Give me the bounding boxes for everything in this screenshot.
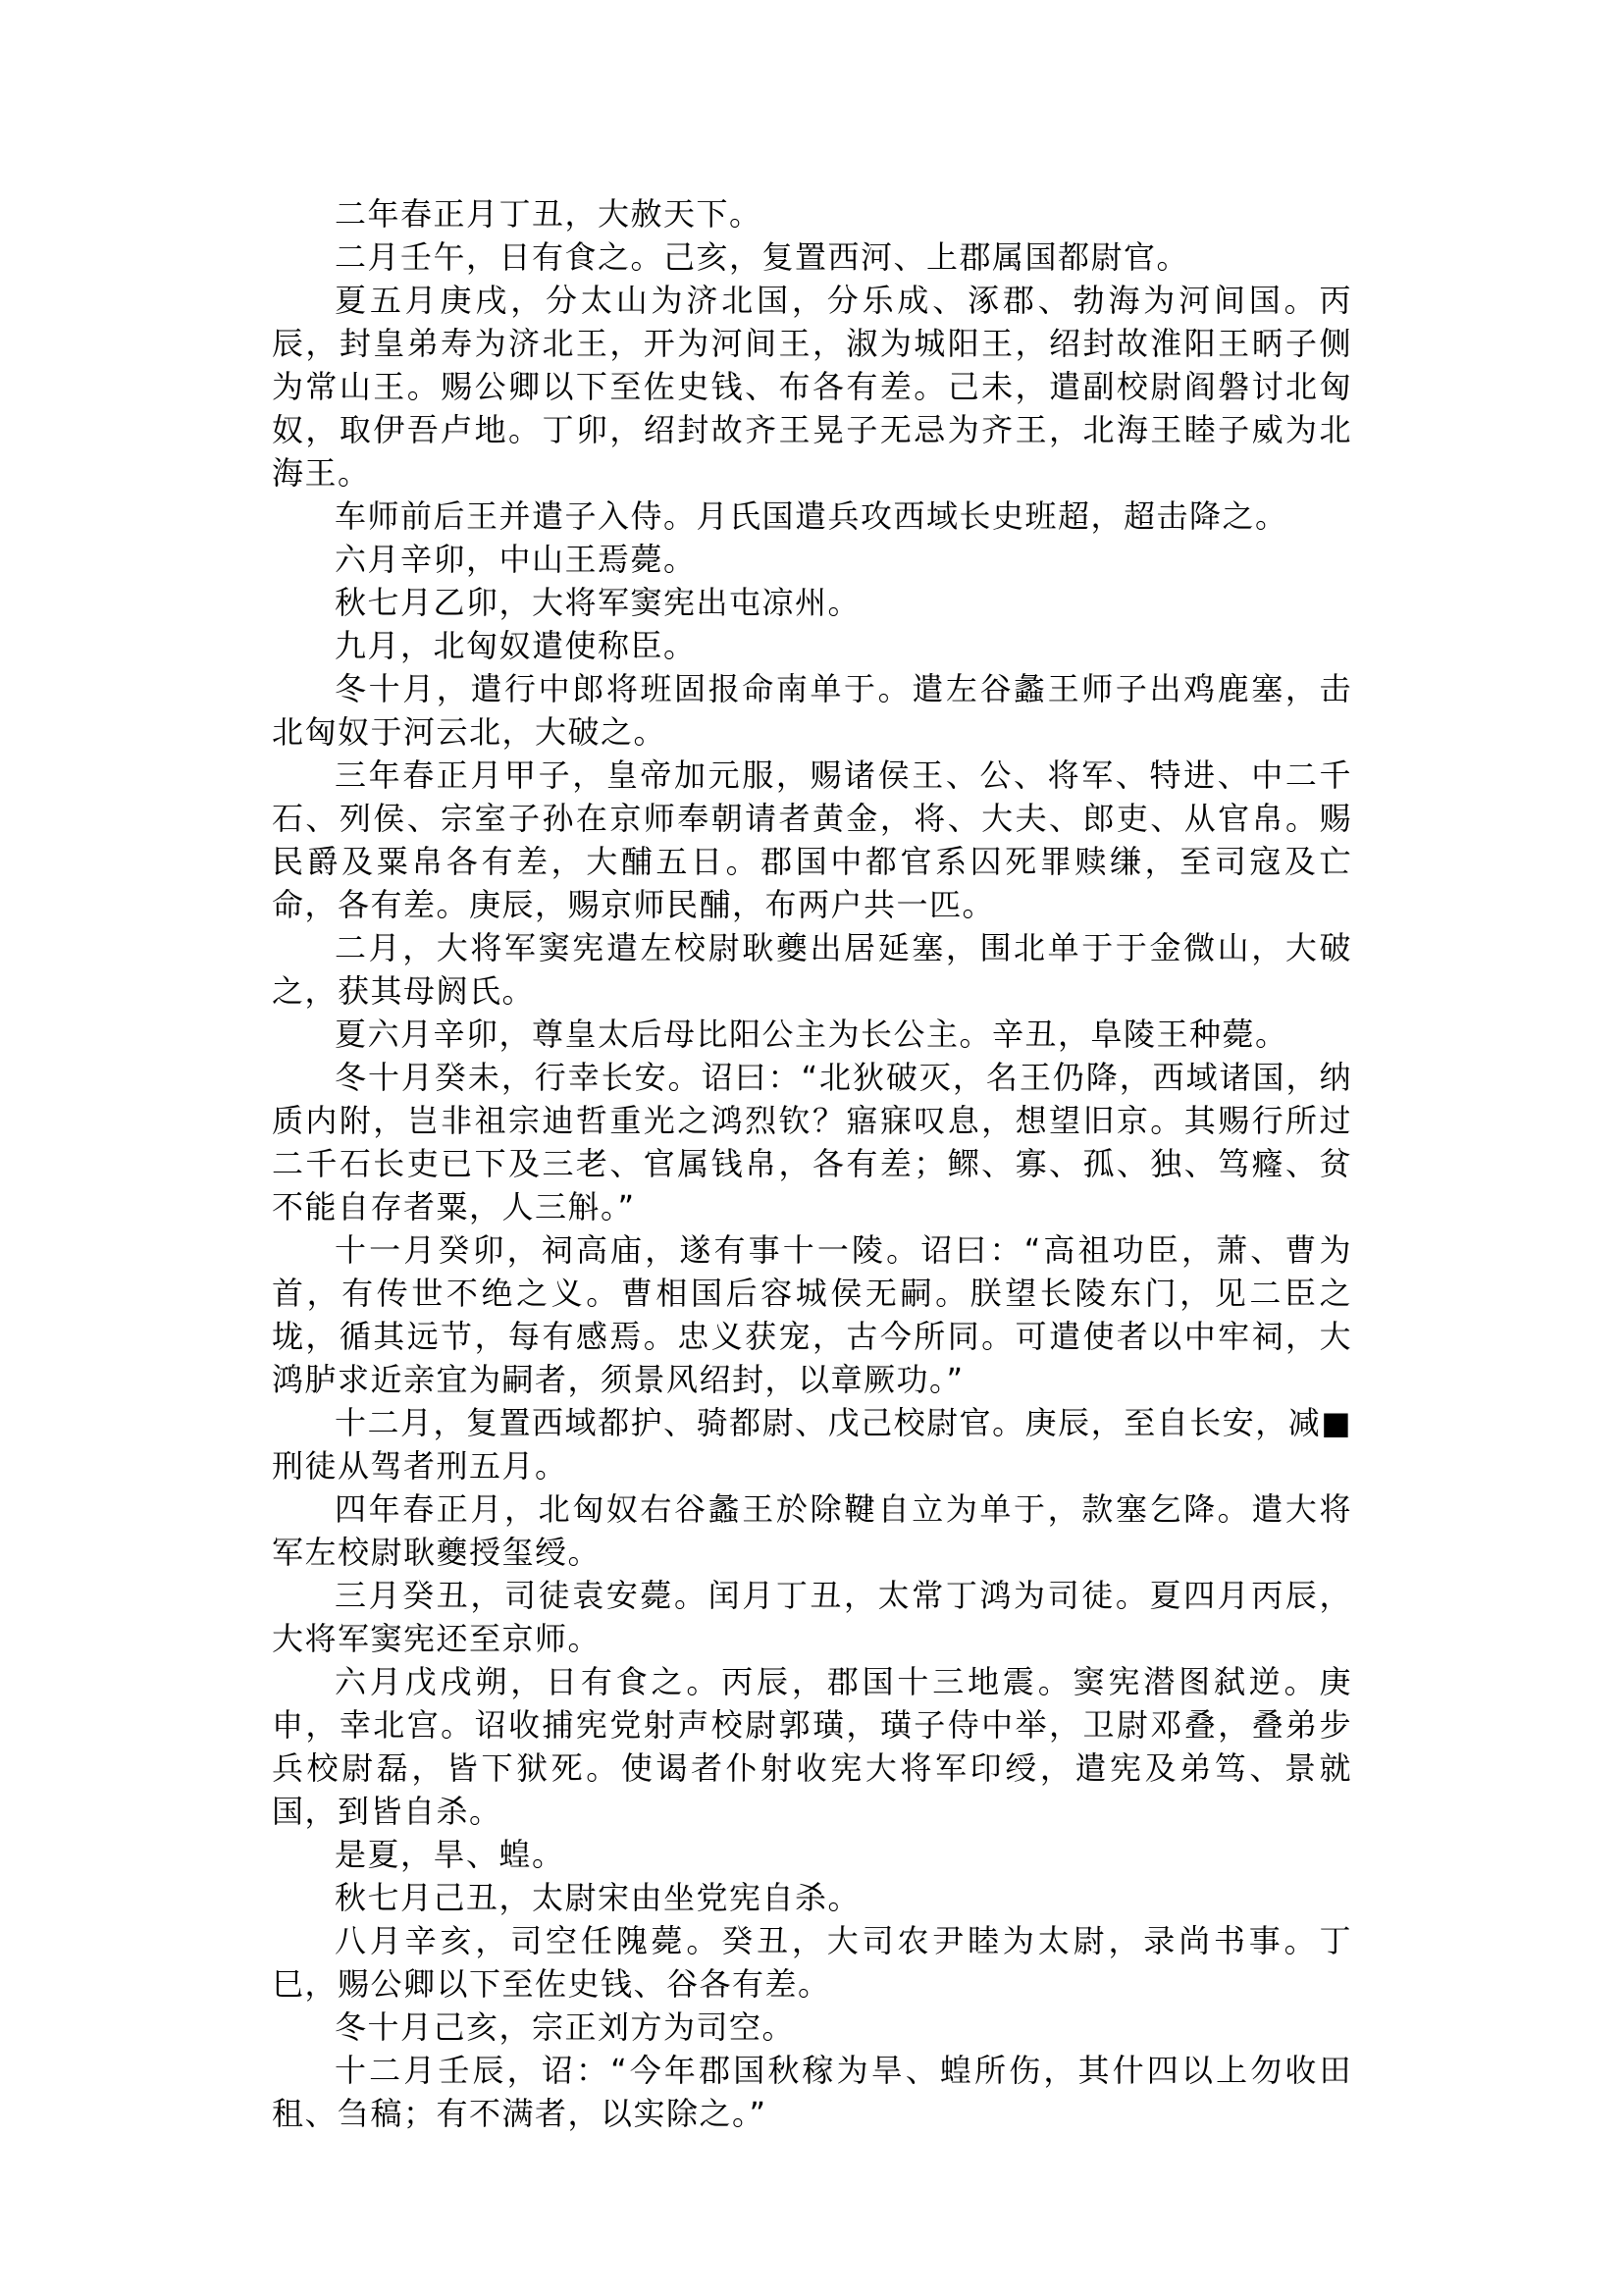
paragraph: 冬十月癸未，行幸长安。诏曰：“北狄破灭，名王仍降，西域诸国，纳质内附，岂非祖宗迪哲重光之鸿烈钦？寤寐叹息，想望旧京。其赐行所过二千石长吏已下及三老、官属钱帛，各有差；鳏、寡、孤、独、笃癃、贫不能自存者粟，人三斛。” <box>272 1059 1352 1225</box>
paragraph: 夏六月辛卯，尊皇太后母比阳公主为长公主。辛丑，阜陵王种薨。 <box>335 1016 1288 1053</box>
paragraph: 秋七月己丑，太尉宋由坐党宪自杀。 <box>335 1879 862 1916</box>
paragraph: 夏五月庚戌，分太山为济北国，分乐成、涿郡、勃海为河间国。丙辰，封皇弟寿为济北王，开为河间王，淑为城阳王，绍封故淮阳王昞子侧为常山王。赐公卿以下至佐史钱、布各有差。己未，遣副校尉阎磐讨北匈奴，取伊吾卢地。丁卯，绍封故齐王晃子无忌为齐王，北海王睦子威为北海王。 <box>272 282 1352 492</box>
paragraph: 九月，北匈奴遣使称臣。 <box>335 627 697 664</box>
text-block <box>272 192 1352 2135</box>
paragraph: 八月辛亥，司空任隗薨。癸丑，大司农尹睦为太尉，录尚书事。丁巳，赐公卿以下至佐史钱、谷各有差。 <box>272 1922 1352 2003</box>
paragraph: 六月戊戌朔，日有食之。丙辰，郡国十三地震。窦宪潜图弑逆。庚申，幸北宫。诏收捕宪党射声校尉郭璜，璜子侍中举，卫尉邓叠，叠弟步兵校尉磊，皆下狱死。使谒者仆射收宪大将军印绶，遣宪及弟笃、景就国，到皆自杀。 <box>272 1663 1352 1830</box>
paragraph: 二月壬午，日有食之。己亥，复置西河、上郡属国都尉官。 <box>335 238 1190 276</box>
paragraph: 十二月壬辰，诏：“今年郡国秋稼为旱、蝗所伤，其什四以上勿收田租、刍稿；有不满者，以实除之。” <box>272 2052 1352 2132</box>
paragraph: 二年春正月丁丑，大赦天下。 <box>335 195 762 233</box>
paragraph: 六月辛卯，中山王焉薨。 <box>335 541 697 578</box>
paragraph: 二月，大将军窦宪遣左校尉耿夔出居延塞，围北单于于金微山，大破之，获其母阏氏。 <box>272 929 1352 1010</box>
paragraph: 车师前后王并遣子入侍。月氏国遣兵攻西域长史班超，超击降之。 <box>335 497 1288 535</box>
paragraph: 三月癸丑，司徒袁安薨。闰月丁丑，太常丁鸿为司徒。夏四月丙辰，大将军窦宪还至京师。 <box>272 1577 1352 1657</box>
paragraph: 十一月癸卯，祠高庙，遂有事十一陵。诏曰：“高祖功臣，萧、曹为首，有传世不绝之义。曹相国后容城侯无嗣。朕望长陵东门，见二臣之垅，循其远节，每有感焉。忠义获宠，古今所同。可遣使者以中牢祠，大鸿胪求近亲宜为嗣者，须景风绍封，以章厥功。” <box>272 1231 1352 1398</box>
paragraph: 冬十月己亥，宗正刘方为司空。 <box>335 2008 796 2046</box>
paragraph: 秋七月乙卯，大将军窦宪出屯凉州。 <box>335 584 862 621</box>
paragraph: 十二月，复置西域都护、骑都尉、戊己校尉官。庚辰，至自长安，减■刑徒从驾者刑五月。 <box>272 1404 1352 1485</box>
paragraph: 三年春正月甲子，皇帝加元服，赐诸侯王、公、将军、特进、中二千石、列侯、宗室子孙在京师奉朝请者黄金，将、大夫、郎吏、从官帛。赐民爵及粟帛各有差，大酺五日。郡国中都官系囚死罪赎缣，至司寇及亡命，各有差。庚辰，赐京师民酺，布两户共一匹。 <box>272 756 1352 923</box>
paragraph: 冬十月，遣行中郎将班固报命南单于。遣左谷蠡王师子出鸡鹿塞，击北匈奴于河云北，大破之。 <box>272 670 1352 751</box>
paragraph: 是夏，旱、蝗。 <box>335 1836 565 1873</box>
paragraph: 四年春正月，北匈奴右谷蠡王於除鞬自立为单于，款塞乞降。遣大将军左校尉耿夔授玺绶。 <box>272 1490 1352 1571</box>
